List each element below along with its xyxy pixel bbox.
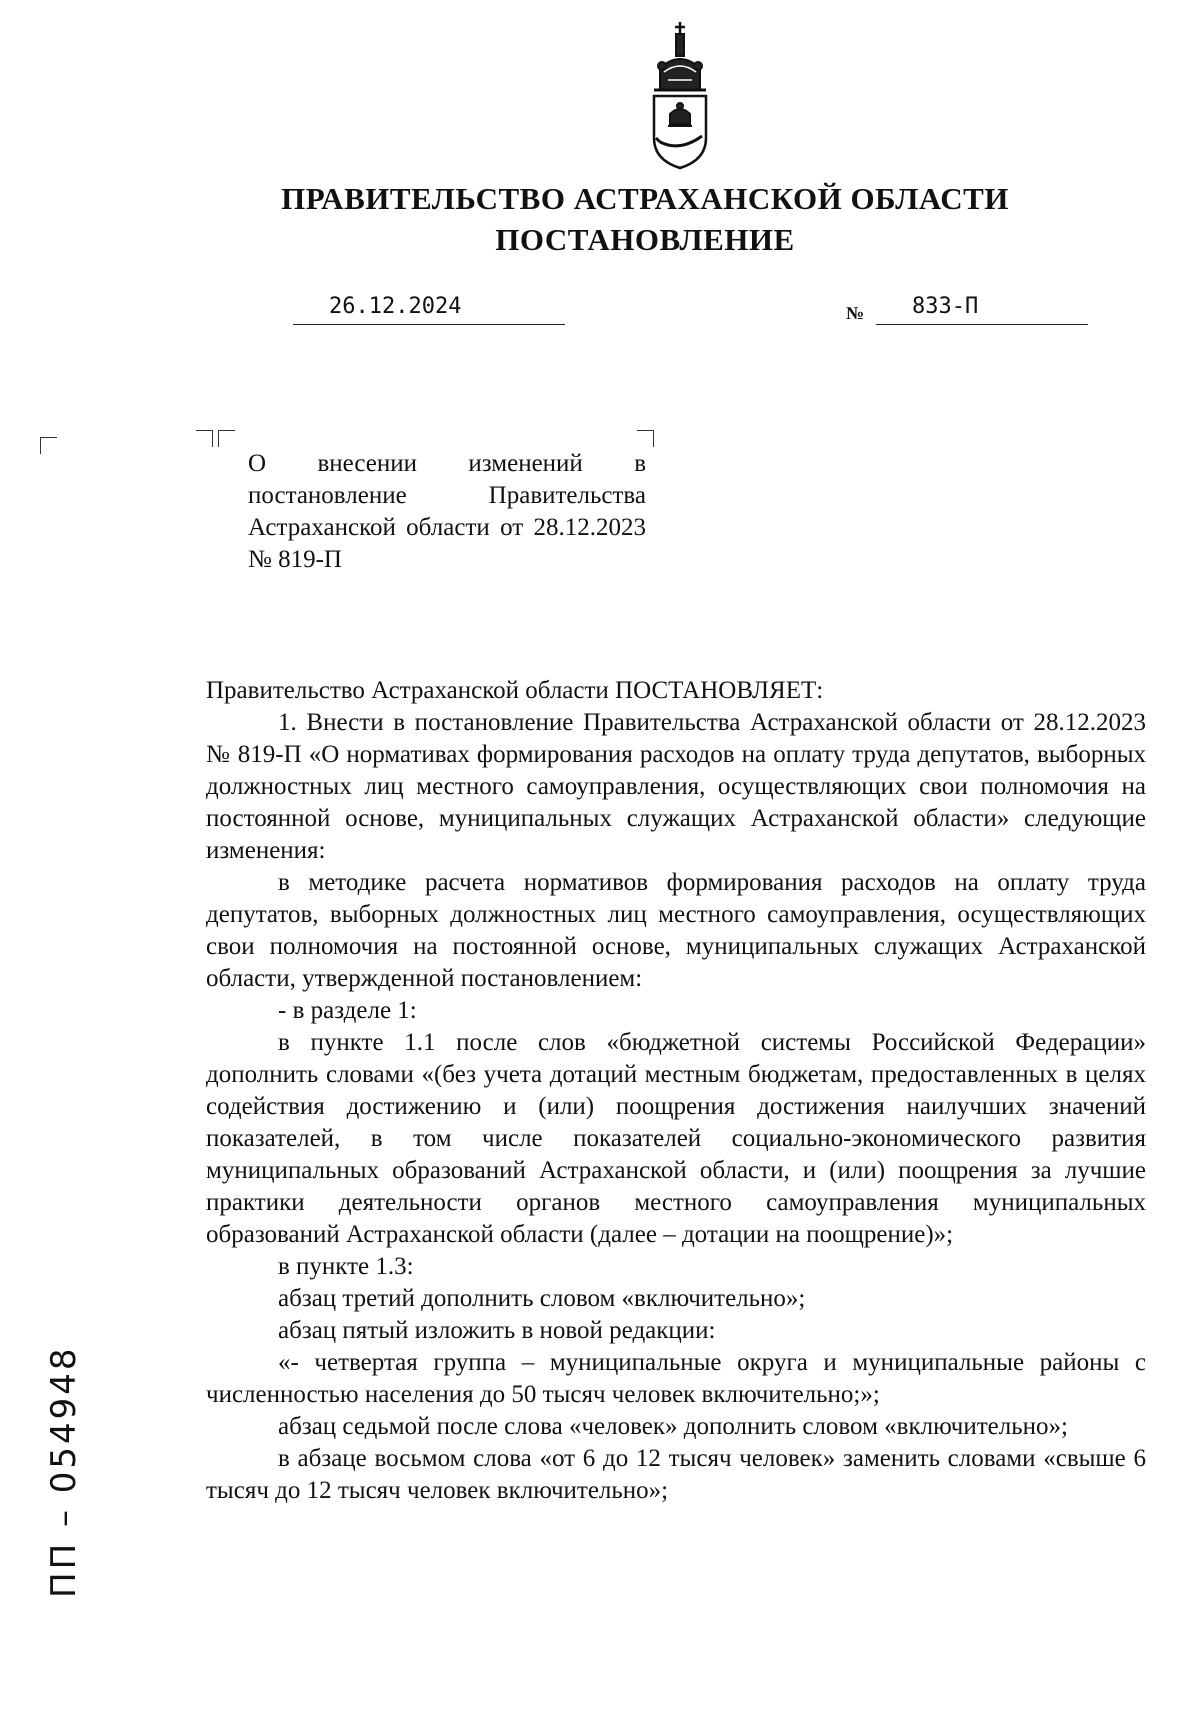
subject-corner-mark-left-outer [196, 430, 213, 447]
body-paragraph: абзац пятый изложить в новой редакции: [278, 1317, 716, 1344]
document-body [206, 675, 1146, 1507]
document-type: ПОСТАНОВЛЕНИЕ [495, 222, 795, 257]
body-paragraph: абзац третий дополнить словом «включительно»; [278, 1285, 806, 1312]
government-name: ПРАВИТЕЛЬСТВО АСТРАХАНСКОЙ ОБЛАСТИ [281, 181, 1009, 216]
body-paragraph: 1. Внести в постановление Правительства Астраханской области от 28.12.2023 № 819-П «О нормативах формирования расходов на оплату труда депутатов, выборных должностных лиц местного самоуправления, осуществляющих свои полномочия на постоянной основе, муниципальных служащих Астраханской области» следующие изменения: [206, 709, 1146, 864]
body-paragraph: абзац седьмой после слова «человек» дополнить словом «включительно»; [278, 1413, 1068, 1440]
document-number: 833-П [912, 294, 979, 319]
subject-corner-mark-left-inner [218, 430, 235, 447]
body-paragraph: в абзаце восьмом слова «от 6 до 12 тысяч человек» заменить словами «свыше 6 тысяч до 12 тысяч человек включительно»; [206, 1445, 1146, 1504]
body-paragraph: в пункте 1.3: [278, 1253, 414, 1280]
document-date-field [293, 292, 565, 325]
body-paragraph: «- четвертая группа – муниципальные округа и муниципальные районы с численностью населения до 50 тысяч человек включительно;»; [206, 1349, 1146, 1408]
left-margin-corner-mark [40, 437, 57, 454]
document-header [0, 178, 1200, 260]
subject-corner-mark-right [637, 430, 654, 447]
number-label: № [846, 303, 865, 323]
blank-serial-number: ПП – 054948 [44, 1345, 84, 1598]
body-paragraph: Правительство Астраханской области ПОСТАНОВЛЯЕТ: [206, 677, 824, 704]
document-number-field [876, 292, 1088, 325]
coat-of-arms-emblem-icon [640, 20, 720, 170]
body-paragraph: в пункте 1.1 после слов «бюджетной системы Российской Федерации» дополнить словами «(без учета дотаций местным бюджетам, предоставленных в целях содействия достижению и (или) поощрения достижения наилучших значений показателей, в том числе показателей социально-экономического развития муниципальных образований Астраханской области, и (или) поощрения за лучшие практики деятельности органов местного самоуправления муниципальных образований Астраханской области (далее – дотации на поощрение)»; [206, 1029, 1146, 1248]
body-paragraph: в методике расчета нормативов формирования расходов на оплату труда депутатов, выборных должностных лиц местного самоуправления, осуществляющих свои полномочия на постоянной основе, муниципальных служащих Астраханской области, утвержденной постановлением: [206, 869, 1146, 992]
document-date: 26.12.2024 [329, 294, 462, 319]
body-paragraph: - в разделе 1: [278, 997, 417, 1024]
document-subject: О внесении изменений в постановление Правительства Астраханской области от 28.12.2023 № 819-П [248, 450, 646, 573]
